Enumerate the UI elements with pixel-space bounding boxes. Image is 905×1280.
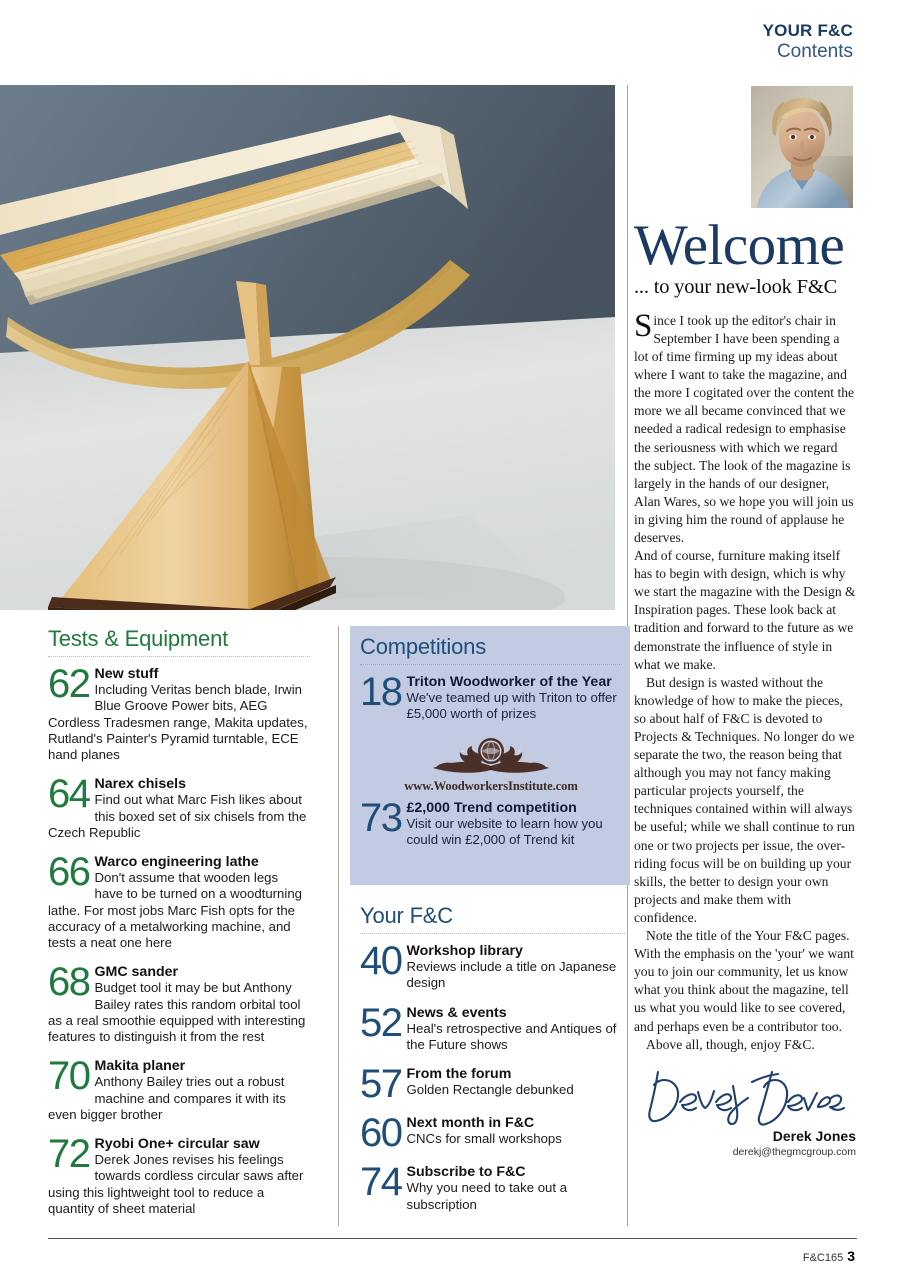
contents-entry[interactable] [48,772,310,841]
footer-issue: F&C165 [802,1252,844,1264]
welcome-paragraph-3: But design is wasted without the knowledge of how to make the pieces, so about half of F&C is devoted to Projects & Techniques. No longer do we separate the two, the reason being that although you may not fancy making particular projects yourself, the techniques contained within will always be useful; while we shall continue to run one or two projects per issue, the over-riding focus will be on building up your skills, the better to design your own projects and make them with confidence. [634,674,855,925]
entry-page-number: 62 [48,662,90,706]
entry-page-number: 52 [360,1000,402,1045]
entry-description: Anthony Bailey tries out a robust machine and compares it with its even bigger brother [48,1074,286,1122]
entry-page-number: 57 [360,1062,402,1107]
entry-page-number: 40 [360,939,402,983]
welcome-subheading: ... to your new-look F&C [634,275,838,298]
byline-name: Derek Jones [772,1127,856,1144]
competitions-section [360,634,622,861]
masthead [763,22,853,62]
entry-title: News & events [406,1004,507,1021]
welcome-paragraph-4: Note the title of the Your F&C pages. With the emphasis on the 'your' we want you to join our community, let us know what you think about the magazine, tell us what you would like to see covered, and perhaps even be a contributor too. [634,928,854,1034]
entry-page-number: 73 [360,795,402,840]
contents-entry[interactable] [360,795,622,849]
entry-page-number: 18 [360,670,402,714]
entry-title: From the forum [406,1066,512,1083]
entry-description: Including Veritas bench blade, Irwin Blue Groove Power bits, AEG Cordless Tradesmen range, Makita updates, Rutland's Painter's Pyramid turntable, ECE hand planes [48,682,308,763]
tests-equipment-section [48,626,310,1230]
console-table-photo [0,85,615,610]
contents-entry[interactable] [48,1132,310,1217]
entry-title: New stuff [94,666,159,682]
entry-description: Don't assume that wooden legs have to be turned on a woodturning lathe. For most jobs Marc Fish opts for the accuracy of a metalworking machine, and tests a neat one here [48,870,302,951]
section-heading-competitions: Competitions [360,634,486,659]
section-rule [360,932,625,934]
contents-entry[interactable] [360,1160,625,1213]
entry-title: Subscribe to F&C [406,1164,526,1181]
entry-title: Makita planer [94,1058,186,1075]
entry-title: Ryobi One+ circular saw [94,1136,260,1153]
entry-description: Reviews include a title on Japanese design [406,959,617,991]
entry-description: Find out what Marc Fish likes about this boxed set of six chisels from the Czech Republic [48,792,307,840]
byline-email: derekj@thegmcgroup.com [732,1145,856,1158]
entry-description: Why you need to take out a subscription [406,1180,568,1212]
footer [803,1248,855,1264]
entry-page-number: 66 [48,850,90,895]
contents-entry[interactable] [360,670,622,723]
entry-title: Narex chisels [94,776,186,793]
entry-title: Warco engineering lathe [94,854,259,871]
entry-page-number: 68 [48,960,90,1005]
contents-entry[interactable] [360,1111,625,1156]
derek-jones-signature [636,1064,856,1132]
drop-cap: S [634,307,653,344]
woodworkers-institute-url[interactable]: www.WoodworkersInstitute.com [404,778,578,793]
contents-entry[interactable] [48,662,310,763]
welcome-heading: Welcome [634,214,845,277]
welcome-body [634,307,856,1054]
contents-entry[interactable] [360,1000,625,1054]
welcome-paragraph-5: Above all, though, enjoy F&C. [646,1036,815,1052]
entry-page-number: 70 [48,1054,90,1099]
contents-entry[interactable] [48,850,310,951]
section-heading-tests: Tests & Equipment [48,626,229,651]
entry-title: Triton Woodworker of the Year [406,674,612,690]
section-heading-your-fc: Your F&C [360,903,453,928]
welcome-paragraph-1: ince I took up the editor's chair in September I have been spending a lot of time firming up my ideas about where I want to take the magazine, and the more I cogitated over the content the more we all became convinced that we needed a radical redesign to emphasise the seriousness with which we regard the subject. The look of the magazine is largely in the hands of our designer, Alan Wares, so we hope you will join us in giving him the round of applause he deserves. [634,312,855,545]
entry-description: Golden Rectangle debunked [406,1082,574,1098]
section-rule [48,655,310,657]
entry-page-number: 72 [48,1132,90,1177]
byline [634,1128,856,1158]
entry-description: Budget tool it may be but Anthony Bailey rates this random orbital tool as a real smoothie equipped with interesting features to distinguish it from the rest [48,980,306,1045]
contents-entry[interactable] [48,1054,310,1123]
entry-page-number: 74 [360,1160,402,1205]
entry-description: Visit our website to learn how you could win £2,000 of Trend kit [406,815,603,848]
masthead-title: YOUR F&C [762,21,853,40]
column-divider-middle [338,626,339,1226]
contents-entry[interactable] [360,939,625,992]
your-fc-section [360,903,625,1226]
entry-title: £2,000 Trend competition [406,799,577,816]
footer-rule [48,1238,857,1239]
section-rule [360,663,622,665]
entry-page-number: 60 [360,1111,402,1156]
footer-page-number: 3 [847,1248,855,1264]
entry-description: We've teamed up with Triton to offer £5,000 worth of prizes [406,690,617,722]
welcome-column [634,214,856,1158]
entry-description: Heal's retrospective and Antiques of the Future shows [406,1020,617,1053]
contents-entry[interactable] [360,1062,625,1107]
entry-title: Next month in F&C [406,1115,535,1132]
entry-title: GMC sander [94,964,179,981]
masthead-subtitle: Contents [776,40,853,62]
woodworkers-institute-crest-icon [360,736,622,794]
entry-description: CNCs for small workshops [406,1131,562,1147]
welcome-paragraph-2: And of course, furniture making itself has to begin with design, which is why we start the magazine with the Design & Inspiration pages. These look back at tradition and forward to the future as we demonstrate the influence of style in what we make. [634,548,856,672]
entry-page-number: 64 [48,772,90,817]
entry-description: Derek Jones revises his feelings towards cordless circular saws after using this lightweight tool to reduce a quantity of sheet material [48,1152,304,1216]
entry-title: Workshop library [406,943,523,959]
contents-entry[interactable] [48,960,310,1045]
editor-portrait [751,86,853,208]
